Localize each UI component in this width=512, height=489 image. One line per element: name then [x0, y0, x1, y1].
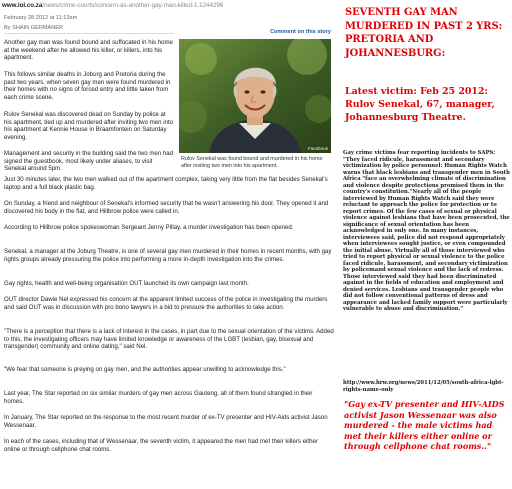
latest-victim-heading: Latest victim: Feb 25 2012: Rulov Senekal, 67, manager, Johannesburg Theatre.: [345, 86, 495, 123]
publish-date: February 28 2012 at 11:13am: [4, 15, 78, 21]
photo-block: [179, 29, 337, 173]
photo-credit: Facebook: [307, 146, 328, 151]
portrait-image: [179, 39, 331, 153]
paragraph: "We fear that someone is preying on gay men, and the authorities appear unwilling to acknowledge this.": [4, 366, 286, 373]
source-url: http://www.hrw.org/news/2011/12/05/south-africa-lgbt-rights-name-only: [343, 380, 504, 393]
pullquote: "Gay ex-TV presenter and HIV-AIDS activist Jason Wessenaar was also murdered - the male victims had met their killers either online or through cellphone chat rooms..": [344, 399, 505, 452]
byline: By SHAIN GERMANER: [4, 25, 64, 31]
photo-caption: Rulov Senekal was found bound and murdered in his home after inviting two men into his apartment.: [181, 156, 323, 169]
paragraph: "There is a perception that there is a lack of interest in the cases, in part due to the sexual orientation of the victims. Added to this, the investigating officers may have limited knowledge or awareness of the LGBT (lesbian, gay, bisexual and transgender) community and online dating," said Nel.: [4, 328, 334, 351]
annotation-column: [340, 0, 512, 489]
url-path: /news/crime-courts/concern-as-another-gay-man-killed-1.1244296: [42, 2, 224, 9]
victim-photo: [179, 39, 331, 153]
url-domain: www.iol.co.za: [2, 2, 43, 9]
paragraph: Gay rights, health and well-being organisation OUT launched its own campaign last month.: [4, 280, 249, 287]
paragraph: Just 30 minutes later, the two men walked out of the apartment complex, taking very little from the flat besides Senekal's laptop and a full black plastic bag.: [4, 176, 328, 191]
paragraph: Rulov Senekal was discovered dead on Sunday by police at his apartment, tied up and murdered after inviting two men into his apartment at Kennie House in Braamfontein on Saturday evening.: [4, 111, 174, 142]
address-bar[interactable]: [2, 1, 338, 10]
divider: [4, 33, 174, 34]
red-headline: SEVENTH GAY MAN MURDERED IN PAST 2 YRS: PRETORIA AND JOHANNESBURG:: [345, 7, 503, 59]
paragraph: Another gay man was found bound and suffocated in his home at the weekend after he allowed his killer, or killers, into his apartment.: [4, 39, 173, 62]
paragraph: On Sunday, a friend and neighbour of Senekal's informed security that he wasn't answering his door. They opened it and discovered his body in the flat, and Hillbrow police were called in.: [4, 200, 329, 215]
paragraph: Management and security in the building said the two men had signed the guestbook, most likely under aliases, to visit Senekal around 5pm.: [4, 150, 174, 173]
paragraph: According to Hillbrow police spokeswoman Sergeant Jenny Pillay, a murder investigation has been opened.: [4, 224, 294, 231]
paragraph: This follows similar deaths in Joburg and Pretoria during the past two years, when seven gay men were found murdered in their homes with no signs of forced entry and little taken from each crime scene.: [4, 71, 171, 102]
paragraph: In January, The Star reported on the response to the most recent murder of ex-TV presenter and HIV-Aids activist Jason Wessenaar.: [4, 414, 328, 429]
paragraph: Senekal, a manager at the Joburg Theatre, is one of several gay men murdered in their homes in recent months, with gay rights groups already pressuring the police into performing a more in-depth investigation into the crimes.: [4, 248, 332, 263]
hrw-quote: Gay crime victims fear reporting incidents to SAPS: "They faced ridicule, harassment and secondary victimization by police personnel: Human Rights Watch warns that black lesbians and transgender men in South Africa "face an overwhelming climate of discrimination and violence despite protections promised them in the country's constitution."Nearly all of the people interviewed by Human Rights Watch said they were reluctant to approach the police for protection or to report crimes. Of the few cases of sexual or physical violence against lesbians that have been prosecuted, the significance of sexual orientation has been acknowledged in only one. In many instances, interviewees said, police did not respond appropriately when interviewees sought justice, or even compounded the initial abuse. Virtually all of those interviewed who tried to report physical or sexual violence to the police faced ridicule, harassment, and secondary victimization by policemand sexual violence and the lack of redress. Those interviewed said they had been discriminated against in the fields of education and employment and denied services. Lesbians and transgender people who did not follow conventional patterns of dress and appearance and lacked family support were particularly vulnerable to abuse and discrimination.": [343, 150, 510, 313]
paragraph: Last year, The Star reported on six similar murders of gay men across Gauteng, all of them found strangled in their homes.: [4, 390, 313, 405]
paragraph: In each of the cases, including that of Wessenaar, the seventh victim, it appeared the men had met their killers either online or through cellphone chat rooms.: [4, 438, 318, 453]
paragraph: OUT director Dawie Nel expressed his concern at the apparent limited success of the police in investigating the murders and said OUT was in discussion with pro bono lawyers in a bid to pressure the authorities to take action.: [4, 296, 328, 311]
comment-link[interactable]: Comment on this story: [270, 29, 331, 35]
